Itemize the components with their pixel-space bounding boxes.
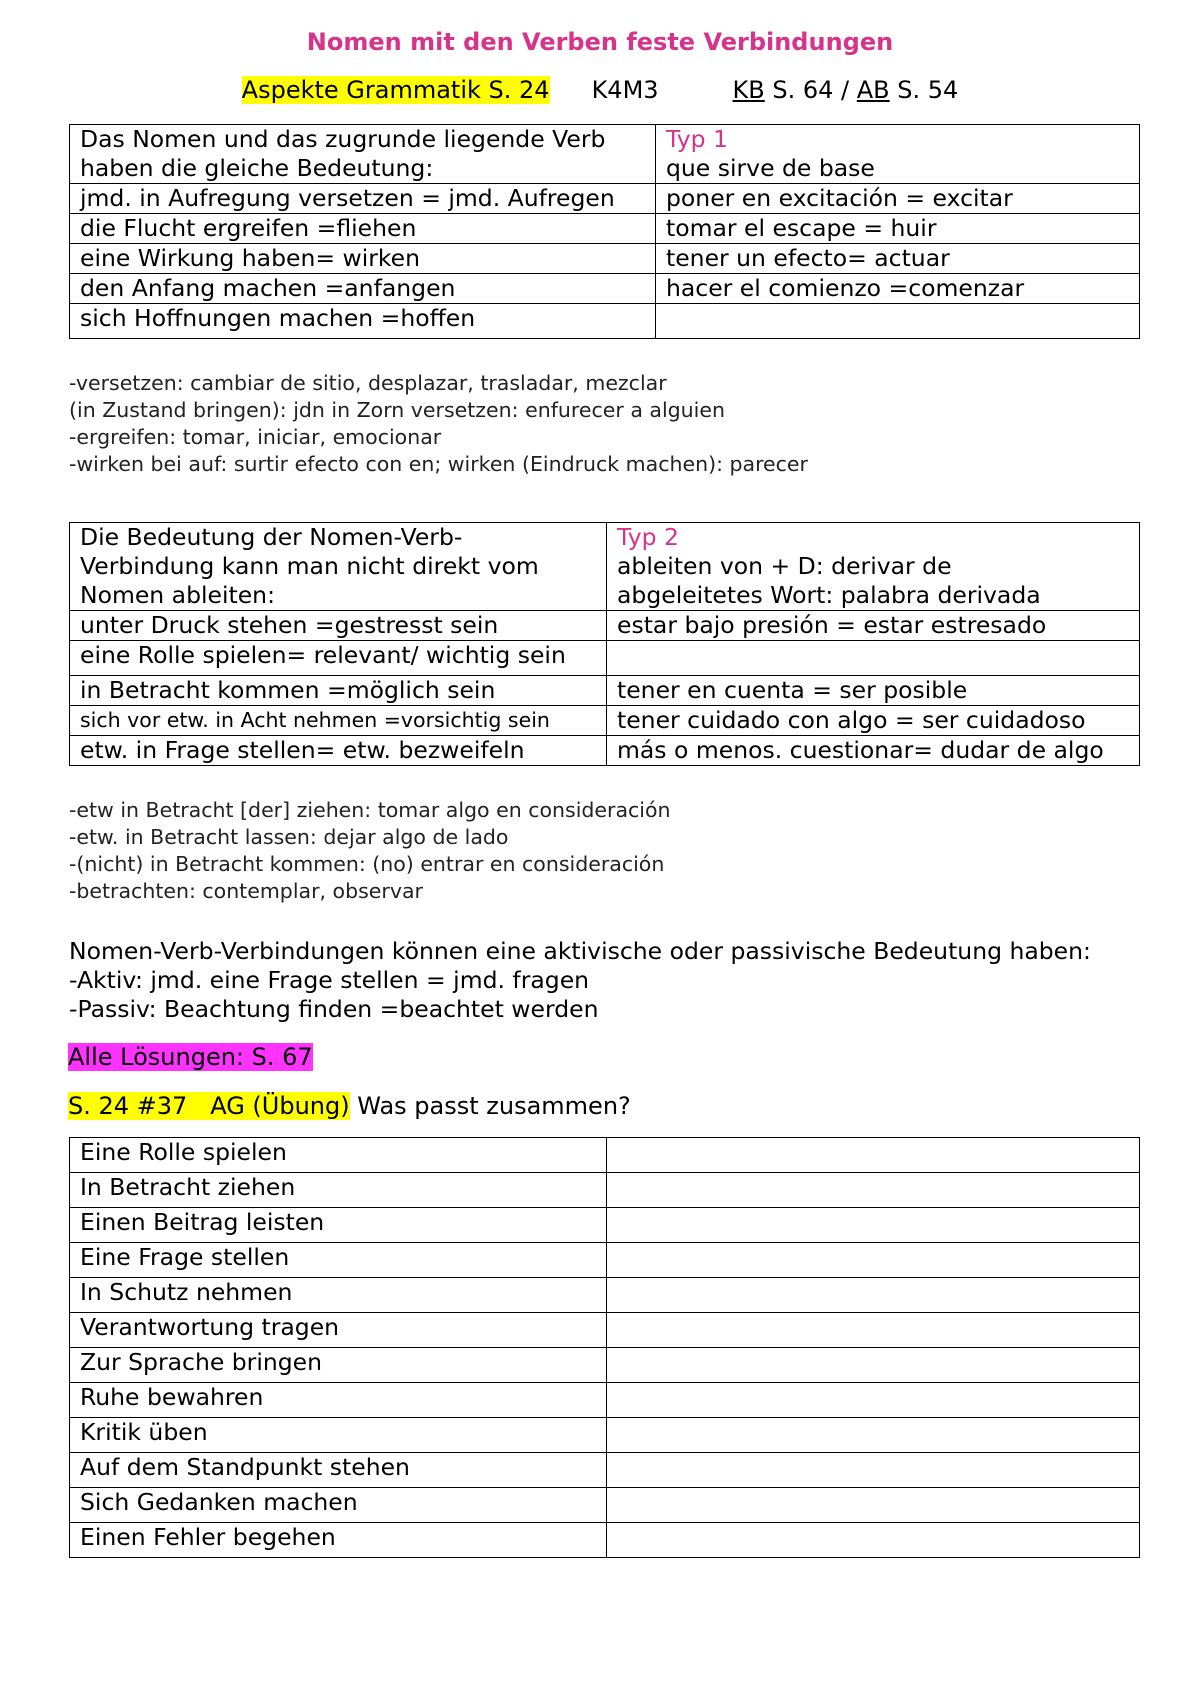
exercise-question: Was passt zusammen? [357, 1092, 631, 1120]
header-left: Das Nomen und das zugrunde liegende Verb haben die gleiche Bedeutung: [70, 125, 656, 184]
table-header-row [70, 125, 1140, 184]
table-row: sich vor etw. in Acht nehmen =vorsichtig sein tener cuidado con algo = ser cuidadoso [70, 706, 1140, 736]
note-line: -versetzen: cambiar de sitio, desplazar, trasladar, mezclar [69, 371, 667, 395]
table-row: In Betracht ziehen [70, 1173, 1140, 1208]
table-row: eine Rolle spielen= relevant/ wichtig sein [70, 641, 1140, 676]
table-row: In Schutz nehmen [70, 1278, 1140, 1313]
table-row: sich Hoffnungen machen =hoffen [70, 304, 1140, 339]
type2-table [69, 522, 1140, 766]
reference-line [0, 76, 1200, 104]
table-row: den Anfang machen =anfangen hacer el comienzo =comenzar [70, 274, 1140, 304]
note-line: -ergreifen: tomar, iniciar, emocionar [69, 425, 442, 449]
answer-cell [607, 1418, 1140, 1453]
answer-cell [607, 1313, 1140, 1348]
kb-page: S. 64 / [764, 76, 857, 104]
table-row: Verantwortung tragen [70, 1313, 1140, 1348]
ab-label: AB [856, 76, 890, 104]
solutions-reference: Alle Lösungen: S. 67 [68, 1043, 313, 1071]
type-label: Typ 2 [617, 523, 679, 551]
table-row: jmd. in Aufregung versetzen = jmd. Aufregen poner en excitación = excitar [70, 184, 1140, 214]
exercise-line [68, 1092, 631, 1120]
notes-type1 [69, 370, 808, 478]
type1-table [69, 124, 1140, 339]
table-row: Einen Beitrag leisten [70, 1208, 1140, 1243]
answer-cell [607, 1243, 1140, 1278]
table-row: unter Druck stehen =gestresst sein estar bajo presión = estar estresado [70, 611, 1140, 641]
kb-label: KB [732, 76, 765, 104]
paragraph-line: Nomen-Verb-Verbindungen können eine aktivische oder passivische Bedeutung haben: [69, 937, 1091, 965]
header-right: Typ 1 que sirve de base [656, 125, 1140, 184]
table-row: Eine Frage stellen [70, 1243, 1140, 1278]
exercise-label: S. 24 #37 AG (Übung) [68, 1092, 350, 1120]
table-header-row [70, 523, 1140, 611]
table-row: Einen Fehler begehen [70, 1523, 1140, 1558]
answer-cell [607, 1488, 1140, 1523]
note-line: (in Zustand bringen): jdn in Zorn versetzen: enfurecer a alguien [69, 398, 725, 422]
unit-code: K4M3 [591, 76, 659, 104]
exercise-table [69, 1137, 1140, 1558]
header-right: Typ 2 ableiten von + D: derivar de abgeleitetes Wort: palabra derivada [607, 523, 1140, 611]
answer-cell [607, 1348, 1140, 1383]
note-line: -etw in Betracht [der] ziehen: tomar algo en consideración [69, 798, 671, 822]
solutions-line [68, 1043, 313, 1071]
note-line: -betrachten: contemplar, observar [69, 879, 423, 903]
paragraph-line: -Passiv: Beachtung finden =beachtet werden [69, 995, 599, 1023]
answer-cell [607, 1453, 1140, 1488]
table-row: in Betracht kommen =möglich sein tener en cuenta = ser posible [70, 676, 1140, 706]
note-line: -wirken bei auf: surtir efecto con en; wirken (Eindruck machen): parecer [69, 452, 808, 476]
header-left: Die Bedeutung der Nomen-Verb- Verbindung kann man nicht direkt vom Nomen ableiten: [70, 523, 607, 611]
grammar-reference: Aspekte Grammatik S. 24 [241, 76, 550, 104]
table-row: Kritik üben [70, 1418, 1140, 1453]
table-row: Ruhe bewahren [70, 1383, 1140, 1418]
table-row: Auf dem Standpunkt stehen [70, 1453, 1140, 1488]
note-line: -(nicht) in Betracht kommen: (no) entrar en consideración [69, 852, 665, 876]
notes-type2 [69, 797, 671, 905]
type-label: Typ 1 [666, 125, 728, 153]
page-title: Nomen mit den Verben feste Verbindungen [306, 28, 894, 56]
answer-cell [607, 1383, 1140, 1418]
paragraph-line: -Aktiv: jmd. eine Frage stellen = jmd. fragen [69, 966, 590, 994]
table-row: Sich Gedanken machen [70, 1488, 1140, 1523]
ab-page: S. 54 [889, 76, 959, 104]
table-row: die Flucht ergreifen =fliehen tomar el escape = huir [70, 214, 1140, 244]
answer-cell [607, 1523, 1140, 1558]
answer-cell [607, 1173, 1140, 1208]
table-row: etw. in Frage stellen= etw. bezweifeln más o menos. cuestionar= dudar de algo [70, 736, 1140, 766]
answer-cell [607, 1278, 1140, 1313]
answer-cell [607, 1208, 1140, 1243]
active-passive-paragraph [69, 937, 1091, 1024]
note-line: -etw. in Betracht lassen: dejar algo de lado [69, 825, 509, 849]
answer-cell [607, 1138, 1140, 1173]
table-row: Zur Sprache bringen [70, 1348, 1140, 1383]
table-row: eine Wirkung haben= wirken tener un efecto= actuar [70, 244, 1140, 274]
table-row: Eine Rolle spielen [70, 1138, 1140, 1173]
